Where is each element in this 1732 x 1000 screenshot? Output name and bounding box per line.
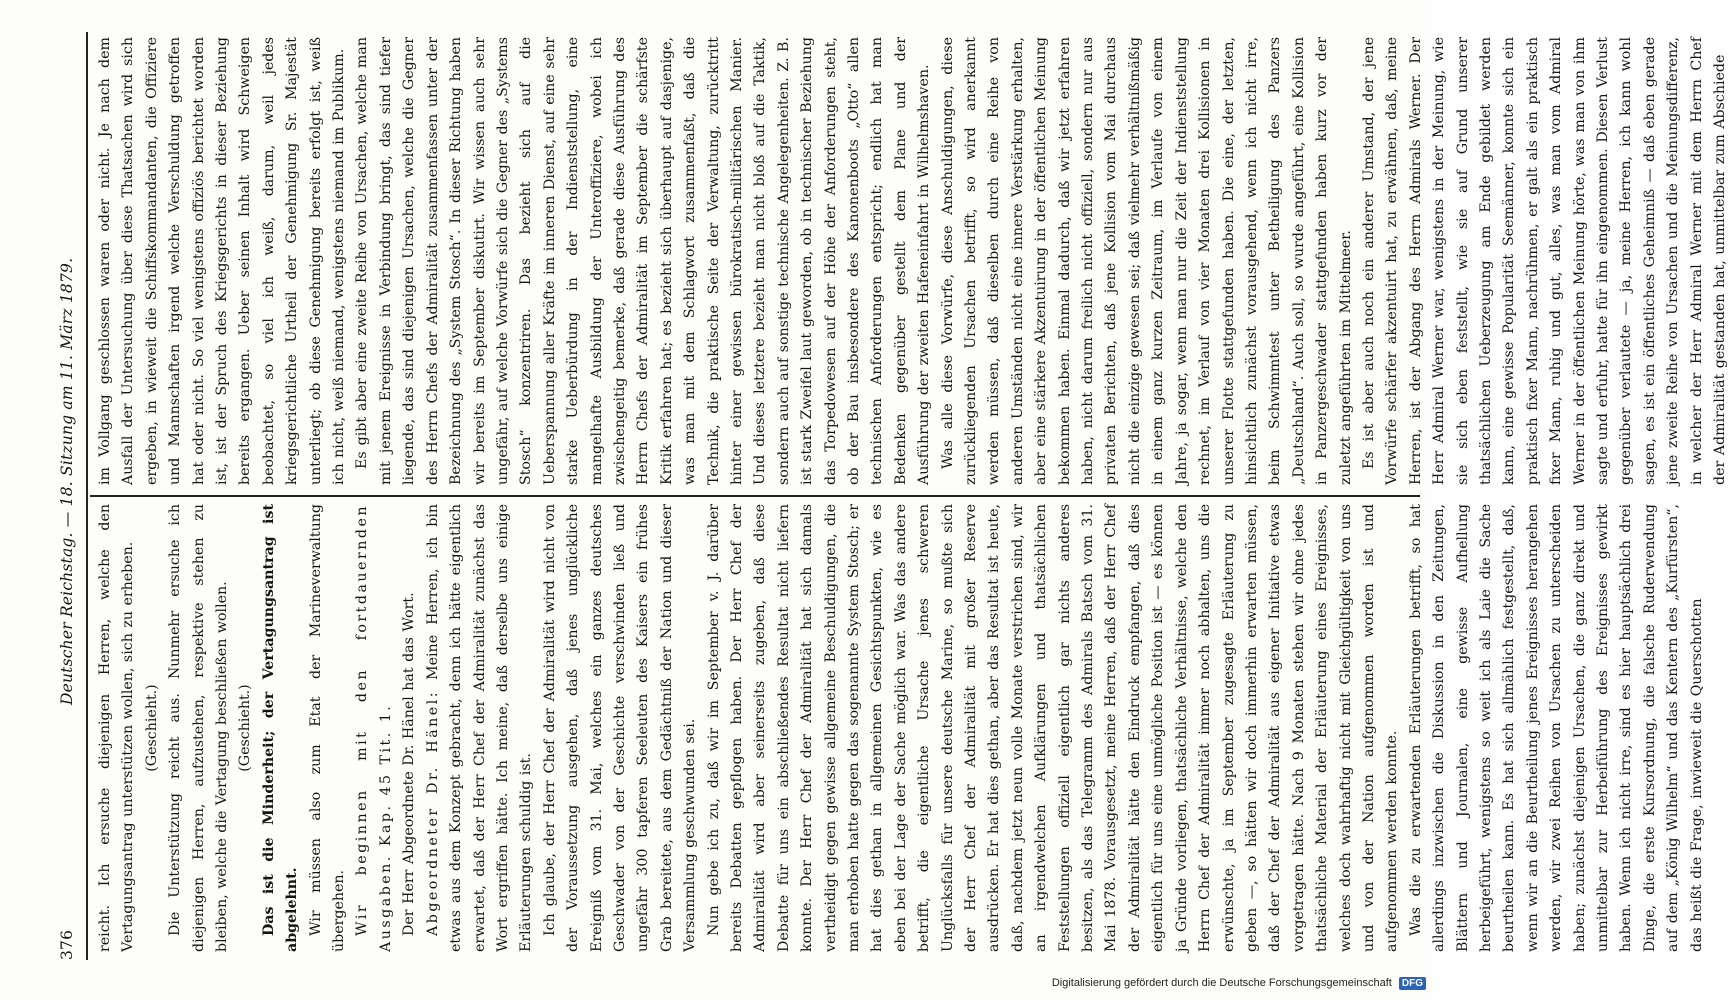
right-column bbox=[94, 37, 1729, 485]
paragraph: Die Unterstützung reicht aus. Nunmehr ersuche ich diejenigen Herren, aufzustehen, respektive stehen zu bleiben, welche die Vertagung beschließen wollen. bbox=[167, 504, 231, 952]
speaker-name: Abgeordneter Dr. Hänel: bbox=[424, 689, 441, 936]
paragraph: reicht. Ich ersuche diejenigen Herren, welche den Vertagungsantrag unterstützen wollen, sich zu erheben. bbox=[97, 504, 137, 952]
stage-direction: (Geschieht.) bbox=[143, 684, 160, 772]
section-heading: Wir beginnen mit den fortdauernden Ausgaben. Kap. 45 Tit. 1. bbox=[354, 504, 394, 952]
paragraph: Es ist aber auch noch ein anderer Umstand, der jene Vorwürfe schärfer akzentuirt hat, zu erwähnen, daß, meine Herren, ist der Abgang des Herrn Admirals Werner. Der Herr Admiral Werner war, wenigstens in der Meinung, wie sie sich eben feststellt, wie sie auf Grund unserer thatsächlichen Ueberzeugung am Ende gebildet werden kann, eine gewisse Popularität Seemänner, konnte sich ein praktisch fixer Mann, nachrühmen, er galt als ein praktisch fixer Mann, ruhig und gut, alles, was man vom Admiral Werner in der öffentlichen Meinung hörte, was man von ihm sagte und erfuhr, hatte für ihn eingenommen. Diesen Verlust gegenüber verlautete — ja, meine Herren, ich kann wohl sagen, es ist ein öffentliches Geheimniß — daß eben gerade jene zweite Reihe von Ursachen und die Meinungsdifferenz, in welcher der Herr Admiral Werner mit dem Herrn Chef der Admiralität gestanden hat, unmittelbar zum Abschiede bbox=[1360, 37, 1729, 485]
paragraph: Nun gebe ich zu, daß wir im September v. J. darüber bereits Debatten gepflogen haben. Der Herr Chef der Admiralität wird aber seinerseits zugeben, daß diese Debatte für uns ein abschließendes Resultat nicht liefern konnte. Der Herr Chef der Admiralität hat sich damals vertheidigt gegen gewisse allgemeine Beschuldigungen, die man erhoben hatte gegen das sogenannte System Stosch; er hat dies gethan in allgemeinen Gesichtspunkten, wie es eben bei der Lage der Sache möglich war. Was das andere betrifft, die eigentliche Ursache jenes schweren Unglücksfalls für unsere deutsche Marine, so mußte sich der Herr Chef der Admiralität mit großer Reserve ausdrücken. Er hat dies gethan, aber das Resultat ist heute, daß, nachdem jetzt neun volle Monate verstrichen sind, wir an irgendwelchen Aufklärungen und thatsächlichen Feststellungen offiziell eigentlich gar nichts anderes besitzen, als das Telegramm des Admirals Batsch vom 31. Mai 1878. Vorausgesetzt, meine Herren, daß der Herr Chef der Admiralität hätte den Eindruck empfangen, daß dies eigentlich für uns eine unmögliche Position ist — es können ja Gründe vorliegen, thatsächliche Verhältnisse, welche den Herrn Chef der Admiralität immer noch abhalten, uns die erwünschte, ja im September zugesagte Erläuterung zu geben —, so hätten wir doch immerhin erwarten müssen, daß der Chef der Admiralität aus eigener Initiative etwas vorgetragen hätte. Nach 9 Monaten stehen wir ohne jedes thatsächliche Material der Erläuterung eines Ereignisses, welches doch wahrhaftig nicht mit Gleichgültigkeit von uns und von der Nation aufgenommen worden ist und aufgenommen werden konnte. bbox=[705, 504, 1401, 952]
running-title: Deutscher Reichstag. — 18. Sitzung am 11. März 1879. bbox=[58, 257, 76, 705]
paragraph: Was alle diese Vorwürfe, diese Anschuldigungen, diese zurückliegenden Ursachen betrifft, so wird anerkannt werden müssen, daß dieselben durch eine Reihe von anderen Umständen nicht eine innere Verstärkung erhalten, aber eine stärkere Akzentuirung in der öffentlichen Meinung bekommen haben. Einmal dadurch, daß wir jetzt erfahren haben, nicht darum freilich nicht offiziell, sondern nur aus privaten Berichten, daß jene Kollision vom Mai durchaus nicht die einzige gewesen sei; daß vielmehr verhältnißmäßig in einem ganz kurzen Zeitraum, im Verlaufe von einem Jahre, ja sogar, wenn man nur die Zeit der Indienststellung rechnet, im Verlauf von vier Monaten drei Kollisionen in unserer Flotte stattgefunden haben. Die eine, der letzten, hinsichtlich zunächst vorausgehend, wenn ich nicht irre, beim Schwimmtest unter Betheiligung des Panzers „Deutschland“. Auch soll, so wurde angeführt, eine Kollision in Panzergeschwader stattgefunden haben kurz vor der zuletzt angeführten im Mittelmeer. bbox=[939, 37, 1354, 485]
speech bbox=[422, 504, 539, 952]
paragraph: Wir müssen also zum Etat der Marineverwaltung übergehen. bbox=[307, 504, 348, 952]
paragraph: Was die zu erwartenden Erläuterungen betrifft, so hat allerdings inzwischen die Diskussion in den Zeitungen, Blättern und Journalen, eine gewisse Aufhellung herbeigeführt, wenigstens so weit ich als Laie die Sache beurtheilen kann. Es hat sich allmählich festgestellt, daß, wenn wir an die Beurtheilung jenes Ereignisses herangehen werden, wir zwei Reihen von Ursachen zu unterscheiden haben; zunächst diejenigen Ursachen, die ganz direkt und unmittelbar zur Herbeiführung des Ereignisses gewirkt haben. Wenn ich nicht irre, sind es hier hauptsächlich drei Dinge, die erste Kursordnung, die falsche Ruderwendung auf dem „König Wilhelm“ und das Kentern des „Kurfürsten“, das heißt die Frage, inwieweit die Querschotten bbox=[1407, 504, 1705, 952]
left-column bbox=[94, 503, 1705, 952]
credit-text: Digitalisierung gefördert durch die Deutsche Forschungsgemeinschaft bbox=[1051, 977, 1392, 989]
paragraph: Das ist die Minderheit; der Vertagungsantrag ist abgelehnt. bbox=[260, 504, 301, 952]
paragraph: Es gibt aber eine zweite Reihe von Ursachen, welche man mit jenem Ereignisse in Verbindung bringt, das sind tiefer liegende, das sind diejenigen Ursachen, welche die Gegner des Herrn Chefs der Admiralität zusammenfassen unter der Bezeichnung des „System Stosch“. In dieser Richtung haben wir bereits im September diskutirt. Wir wissen auch sehr ungefähr, auf welche Vorwürfe sich die Gegner des „Systems Stosch“ konzentriren. Das bezieht sich auf die Ueberspannung aller Kräfte im inneren Dienst, auf eine sehr starke Ueberbürdung in der Indienststellung, eine mangelhafte Ausbildung der Unteroffiziere, wobei ich zwischengeitig bemerke, daß gerade diese Ausführung des Herrn Chefs der Admiralität im September die schärfste Kritik erfahren hat; es bezieht sich überhaupt auf dasjenige, was man mit dem Schlagwort zusammenfaßt, daß die Technik, die praktische Seite der Verwaltung, zurücktritt hinter einer gewissen bürokratisch-militärischen Manier. Und dieses letztere bezieht man nicht bloß auf die Taktik, sondern auch auf sonstige technische Angelegenheiten. Z. B. ist stark Zweifel laut geworden, ob in technischer Beziehung das Torpedowesen auf der Höhe der Anforderungen steht, ob der Bau insbesondere des Kanonenboots „Otto“ allen technischen Anforderungen entspricht; endlich hat man Bedenken gegenüber gestellt dem Plane und der Ausführung der zweiten Hafeneinfahrt in Wilhelmshaven. bbox=[354, 37, 933, 485]
header-rule bbox=[86, 32, 88, 960]
page-header bbox=[58, 30, 86, 960]
dfg-logo: DFG bbox=[1399, 977, 1426, 990]
digitization-credit bbox=[1052, 977, 1426, 990]
paragraph: Ich glaube, der Herr Chef der Admiralität wird nicht von der Voraussetzung ausgehen, daß jenes unglückliche Ereigniß vom 31. Mai, welches ein ganzes deutsches Geschwader von der Geschichte verschwinden ließ und ungefähr 300 tapferen Seeleuten des Kaisers ein frühes Grab bereitete, aus dem Gedächtniß der Nation und dieser Versammlung geschwunden sei. bbox=[541, 504, 699, 952]
paragraph: im Vollgang geschlossen waren oder nicht. Je nach dem Ausfall der Untersuchung über diese Thatsachen wird sich ergeben, in wieweit die Schiffskommandanten, die Offiziere und Mannschaften irgend welche Verschuldung getroffen hat oder nicht. So viel wenigstens offiziös berichtet worden ist, ist der Spruch des Kriegsgerichts in dieser Beziehung bereits ergangen. Ueber seinen Inhalt wird Schweigen beobachtet, so viel ich weiß, darum, weil jedes kriegsgerichtliche Urtheil der Genehmigung Sr. Majestät unterliegt; ob diese Genehmigung bereits erfolgt ist, weiß ich nicht, weiß niemand, wenigstens niemand im Publikum. bbox=[97, 37, 348, 485]
column-divider bbox=[90, 495, 1420, 497]
stage-direction: (Geschieht.) bbox=[237, 684, 254, 772]
page-number: 376 bbox=[58, 929, 76, 960]
speech-text: Meine Herren, ich bin etwas aus dem Konzept gebracht, denn ich hätte eigentlich erwartet, daß der Herr Chef der Admiralität zunächst das Wort ergriffen hätte. Ich meine, daß derselbe uns einige Erläuterungen schuldig ist. bbox=[424, 503, 535, 952]
paragraph: Der Herr Abgeordnete Dr. Hänel hat das Wort. bbox=[401, 592, 418, 936]
